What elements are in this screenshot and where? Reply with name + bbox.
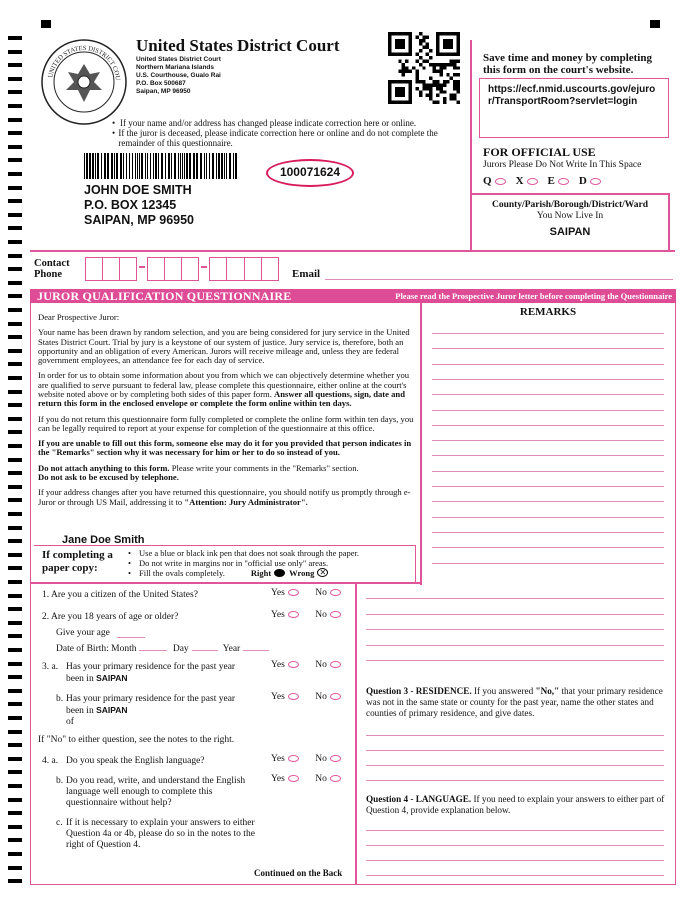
q4c-label: If it is necessary to explain your answers to either Question 4a or 4b, please do so in the notes to the right of Question 4. — [66, 818, 255, 850]
column-divider — [355, 582, 357, 885]
timing-mark — [8, 186, 22, 190]
writing-line[interactable] — [366, 735, 664, 736]
timing-mark — [8, 825, 22, 829]
timing-mark — [8, 730, 22, 734]
timing-mark — [8, 689, 22, 693]
svg-text:UNITED STATES DISTRICT COURT: UNITED STATES DISTRICT COU — [47, 44, 122, 81]
divider — [470, 193, 668, 195]
timing-mark — [8, 798, 22, 802]
q4-notes: Question 4 - LANGUAGE. If you need to explain your answers to either part of Question 4, provide explanation below. — [366, 794, 665, 815]
writing-line[interactable] — [432, 486, 664, 487]
right-oval-icon — [274, 569, 285, 577]
q3a-label: Has your primary residence for the past year been in SAIPAN — [66, 662, 236, 684]
timing-mark — [8, 716, 22, 720]
day-field[interactable] — [192, 650, 218, 651]
timing-mark — [8, 390, 22, 394]
phone-area-code[interactable] — [85, 257, 137, 281]
address-line: United States District Court — [136, 56, 221, 63]
official-use-title: FOR OFFICIAL USE — [483, 145, 596, 159]
official-use-subtitle: Jurors Please Do Not Write In This Space — [483, 160, 642, 170]
q3-notes: Question 3 - RESIDENCE. If you answered "No," that your primary residence was not in the same state or county for the past year, name the other states and counties of primary residence, and give dates. — [366, 686, 663, 718]
timing-mark — [8, 90, 22, 94]
writing-line[interactable] — [366, 845, 664, 846]
letter-p3: If you do not return this questionnaire form fully completed or complete the online form within ten days, you can be legally required to report at your expense for completion of the questionnaire at this office. — [38, 413, 414, 433]
option-x: X — [516, 175, 538, 187]
timing-mark — [8, 267, 22, 271]
q3b-label: Has your primary residence for the past year been in SAIPAN of — [66, 694, 236, 727]
dob-label: Date of Birth: Month Day Year — [56, 644, 272, 654]
official-use-options — [483, 175, 601, 187]
timing-mark — [8, 226, 22, 230]
corner-mark-left — [41, 20, 51, 28]
q1-no-oval[interactable] — [330, 589, 341, 596]
writing-line[interactable] — [432, 333, 664, 334]
timing-mark — [8, 158, 22, 162]
addressee-city: SAIPAN, MP 96950 — [84, 213, 195, 227]
writing-line[interactable] — [366, 660, 664, 661]
writing-line[interactable] — [432, 379, 664, 380]
timing-mark — [8, 553, 22, 557]
writing-line[interactable] — [432, 471, 664, 472]
header-rule — [30, 250, 675, 252]
section-title: JUROR QUALIFICATION QUESTIONNAIRE — [37, 289, 292, 303]
timing-mark — [8, 104, 22, 108]
writing-line[interactable] — [432, 501, 664, 502]
contact-phone-label: Contact Phone — [34, 258, 70, 280]
timing-mark — [8, 498, 22, 502]
timing-mark — [8, 335, 22, 339]
timing-mark — [8, 199, 22, 203]
writing-line[interactable] — [366, 614, 664, 615]
writing-line[interactable] — [366, 629, 664, 630]
paper-copy-items: • Use a blue or black ink pen that does not soak through the paper. • Do not write in margins nor in "official use only" areas. • Fill the ovals completely. Right Wrong ✕ — [128, 548, 359, 578]
writing-line[interactable] — [432, 455, 664, 456]
writing-line[interactable] — [366, 860, 664, 861]
q3a-yes-oval[interactable] — [288, 661, 299, 668]
addressee-name: JOHN DOE SMITH — [84, 183, 192, 197]
barcode — [84, 153, 239, 179]
q4b-yes-oval[interactable] — [288, 775, 299, 782]
timing-mark — [8, 294, 22, 298]
corner-mark-right — [650, 20, 660, 28]
timing-mark — [8, 702, 22, 706]
divider — [668, 193, 670, 250]
q2-label: 2. Are you 18 years of age or older? — [42, 612, 179, 622]
q3a-num: 3. a. — [42, 662, 59, 672]
writing-line[interactable] — [432, 410, 664, 411]
juror-number: 100071624 — [279, 165, 341, 179]
q2-yes-oval[interactable] — [288, 611, 299, 618]
website-heading: Save time and money by completing this form on the court's website. — [483, 52, 652, 76]
right-label: Right — [250, 568, 272, 578]
q3b-answers: Yes No — [271, 692, 341, 702]
court-name: United States District Court — [136, 36, 340, 55]
q2-no-oval[interactable] — [330, 611, 341, 618]
court-address — [136, 56, 221, 96]
timing-mark — [8, 36, 22, 40]
county-value: SAIPAN — [549, 226, 591, 238]
option-q: Q — [483, 175, 506, 187]
writing-line[interactable] — [366, 750, 664, 751]
timing-mark — [8, 362, 22, 366]
option-e: E — [548, 175, 569, 187]
timing-mark — [8, 770, 22, 774]
letter-p2: In order for us to obtain some information about you from which we can objectively determine whether you are qualified to serve pursuant to federal law, please complete this questionnaire, either online at the court's website noted above or by completing both sides of this paper form. Answer all questions, sign, date and return this form in the enclosed envelope or complete the form online within ten days. — [38, 370, 410, 409]
writing-line[interactable] — [432, 440, 664, 441]
timing-mark — [8, 852, 22, 856]
timing-mark — [8, 131, 22, 135]
address-line: U.S. Courthouse, Gualo Rai — [136, 72, 221, 79]
timing-mark — [8, 539, 22, 543]
timing-mark — [8, 866, 22, 870]
timing-mark — [8, 512, 22, 516]
remarks-title: REMARKS — [519, 306, 577, 318]
timing-mark — [8, 50, 22, 54]
writing-line[interactable] — [432, 563, 664, 564]
timing-mark — [8, 485, 22, 489]
website-url[interactable]: https://ecf.nmid.uscourts.gov/ejuror/TransportRoom?servlet=login — [488, 84, 656, 107]
writing-line[interactable] — [432, 547, 664, 548]
timing-mark — [8, 376, 22, 380]
notice-deceased: If the juror is deceased, please indicate correction here or online and do not complete the remainder of this questionnaire. — [118, 128, 438, 148]
timing-mark — [8, 757, 22, 761]
writing-line[interactable] — [432, 517, 664, 518]
writing-line[interactable] — [432, 364, 664, 365]
notice-name-change: If your name and/or address has changed please indicate correction here or online. — [120, 118, 417, 128]
section-bar — [30, 289, 676, 303]
phone-prefix[interactable] — [147, 257, 199, 281]
year-field[interactable] — [243, 650, 269, 651]
timing-mark — [8, 594, 22, 598]
timing-mark — [8, 879, 22, 883]
q3a-answers: Yes No — [271, 660, 341, 670]
q4a-answers: Yes No — [271, 754, 341, 764]
timing-mark — [8, 322, 22, 326]
q4b-answers: Yes No — [271, 774, 341, 784]
column-divider — [420, 303, 422, 585]
q4a-no-oval[interactable] — [330, 755, 341, 762]
timing-mark — [8, 648, 22, 652]
writing-line[interactable] — [432, 348, 664, 349]
timing-mark — [8, 281, 22, 285]
writing-line[interactable] — [366, 830, 664, 831]
wrong-label: Wrong — [289, 568, 315, 578]
paper-copy-heading: If completing a paper copy: — [42, 549, 113, 574]
q4b-num: b. — [56, 776, 64, 786]
timing-mark — [8, 566, 22, 570]
timing-mark — [8, 621, 22, 625]
timing-mark — [8, 118, 22, 122]
letter-p6: If your address changes after you have returned this questionnaire, you should notify us promptly through e-Juror or through US Mail, addressing it to "Attention: Jury Administrator". — [38, 487, 411, 507]
writing-line[interactable] — [432, 394, 664, 395]
continued-on-back: Continued on the Back — [254, 868, 343, 878]
q4b-label: Do you read, write, and understand the English language well enough to complete this questionnaire without help? — [66, 776, 246, 808]
writing-line[interactable] — [366, 780, 664, 781]
letter-p4: If you are unable to fill out this form, someone else may do it for you provided that person indicates in the "Remarks" section why it was necessary for him or her to do so instead of you. — [38, 438, 412, 458]
timing-mark — [8, 607, 22, 611]
address-line: Saipan, MP 96950 — [136, 88, 191, 95]
option-d: D — [579, 175, 601, 187]
q4a-yes-oval[interactable] — [288, 755, 299, 762]
q4a-num: 4. a. — [42, 756, 59, 766]
q4c-num: c. — [56, 818, 63, 828]
q3b-yes-oval[interactable] — [288, 693, 299, 700]
writing-line[interactable] — [432, 425, 664, 426]
q4b-no-oval[interactable] — [330, 775, 341, 782]
notices: • If your name and/or address has changed please indicate correction here or online. • If the juror is deceased, please indicate correction here or online and do not complete the remainder of this questionnaire. — [112, 118, 464, 148]
timing-mark — [8, 662, 22, 666]
qr-code — [388, 32, 460, 104]
county-sublabel: You Now Live In — [536, 211, 604, 221]
writing-line[interactable] — [366, 598, 664, 599]
addressee-street: P.O. BOX 12345 — [84, 198, 177, 212]
letter-p5: Do not attach anything to this form. Please write your comments in the "Remarks" section. Do not ask to be excused by telephone. — [38, 462, 359, 482]
timing-mark — [8, 838, 22, 842]
section-note: Please read the Prospective Juror letter before completing the Questionnaire — [395, 291, 672, 301]
timing-mark — [8, 417, 22, 421]
q1-answers: Yes No — [271, 588, 341, 598]
letter — [38, 313, 414, 507]
address-line: P.O. Box 500687 — [136, 80, 186, 87]
wrong-oval-icon: ✕ — [317, 568, 328, 577]
timing-mark — [8, 526, 22, 530]
website-url-box[interactable] — [479, 78, 669, 138]
timing-mark — [8, 172, 22, 176]
q4a-label: Do you speak the English language? — [66, 756, 205, 766]
writing-line[interactable] — [432, 532, 664, 533]
q3b-no-oval[interactable] — [330, 693, 341, 700]
timing-mark — [8, 743, 22, 747]
timing-mark — [8, 811, 22, 815]
salutation: Dear Prospective Juror: — [38, 312, 120, 322]
timing-mark — [8, 444, 22, 448]
timing-mark — [8, 430, 22, 434]
timing-mark — [8, 240, 22, 244]
addressee — [84, 183, 194, 228]
timing-mark — [8, 63, 22, 67]
timing-mark — [8, 145, 22, 149]
age-field[interactable] — [117, 637, 145, 638]
county-label: County/Parish/Borough/District/Ward — [491, 200, 649, 210]
timing-mark — [8, 77, 22, 81]
court-seal — [40, 38, 128, 126]
email-field[interactable] — [325, 279, 673, 280]
letter-p1: Your name has been drawn by random selection, and you are being considered for jury service in the United States District Court. Trial by jury is a keystone of our system of justice. Jury service is, therefore, both an opportunity and an obligation of every American. Jurors will receive mileage and, unless they are federal government employees, an attendance fee for each day of service. — [38, 327, 410, 366]
timing-mark — [8, 458, 22, 462]
q3a-no-oval[interactable] — [330, 661, 341, 668]
timing-mark — [8, 471, 22, 475]
age-label: Give your age — [56, 628, 110, 638]
writing-line[interactable] — [366, 875, 664, 876]
timing-mark — [8, 403, 22, 407]
q1-label: 1. Are you a citizen of the United States? — [42, 590, 198, 600]
address-line: Northern Mariana Islands — [136, 64, 215, 71]
timing-mark — [8, 784, 22, 788]
email-label: Email — [292, 268, 321, 280]
q1-yes-oval[interactable] — [288, 589, 299, 596]
writing-line[interactable] — [366, 645, 664, 646]
q2-answers: Yes No — [271, 610, 341, 620]
q3b-num: b. — [56, 694, 64, 704]
writing-line[interactable] — [366, 765, 664, 766]
phone-line[interactable] — [209, 257, 279, 281]
timing-mark — [8, 349, 22, 353]
timing-mark — [8, 634, 22, 638]
signature: Jane Doe Smith — [62, 534, 145, 546]
timing-mark — [8, 254, 22, 258]
q3-note: If "No" to either question, see the notes to the right. — [38, 735, 235, 745]
timing-mark — [8, 308, 22, 312]
timing-mark — [8, 675, 22, 679]
month-field[interactable] — [139, 650, 167, 651]
timing-mark — [8, 213, 22, 217]
timing-mark — [8, 580, 22, 584]
